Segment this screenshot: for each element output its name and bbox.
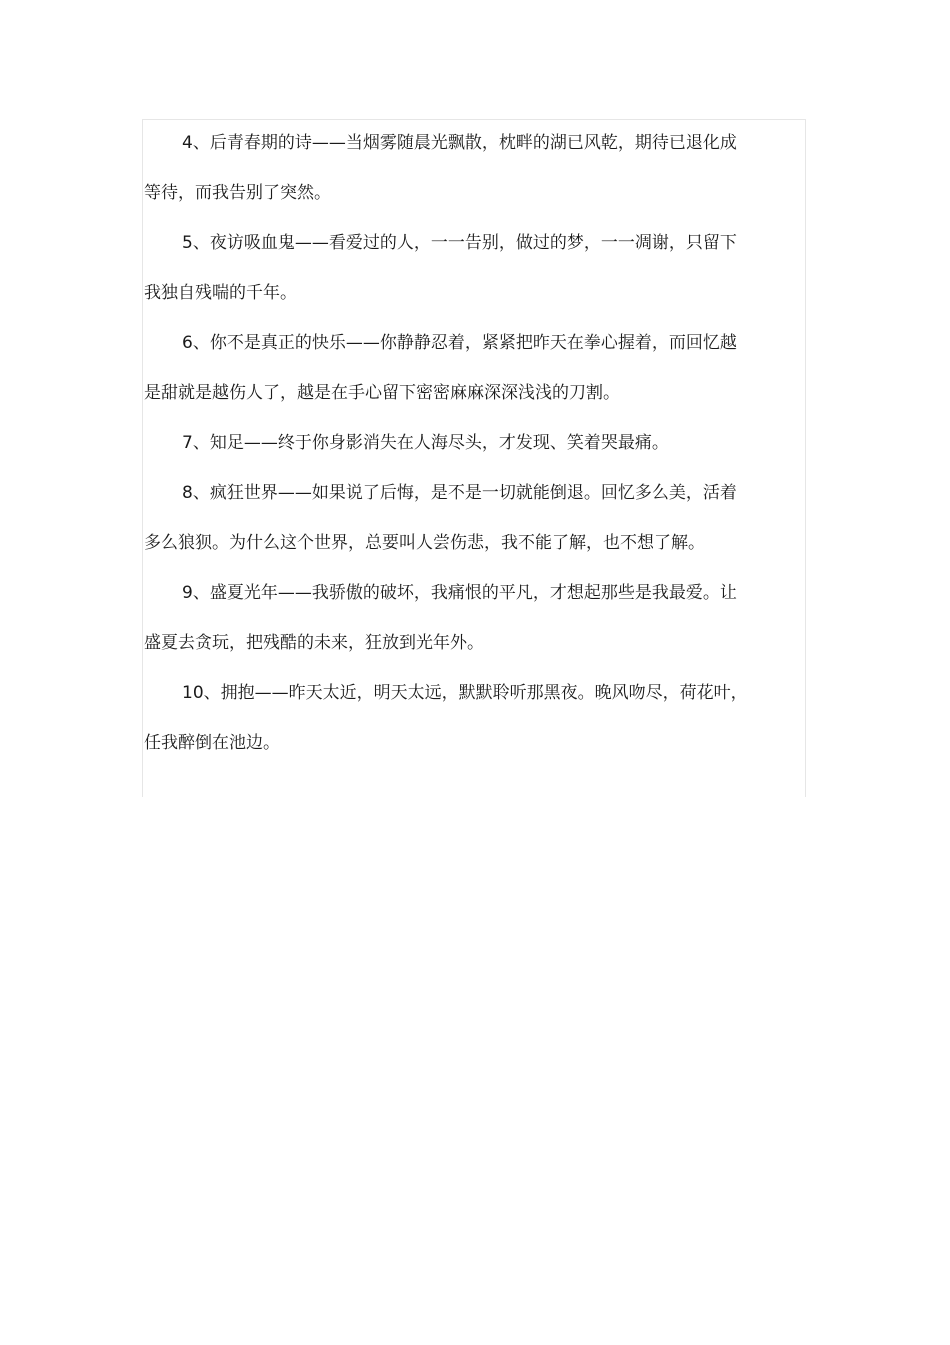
item-6-line-1: 6、你不是真正的快乐——你静静忍着，紧紧把昨天在拳心握着，而回忆越 <box>182 333 737 353</box>
item-8-line-2: 多么狼狈。为什么这个世界，总要叫人尝伤悲，我不能了解，也不想了解。 <box>144 533 705 553</box>
item-9-line-2: 盛夏去贪玩，把残酷的未来，狂放到光年外。 <box>144 633 484 653</box>
item-5-line-2: 我独自残喘的千年。 <box>144 283 297 303</box>
item-9-line-1: 9、盛夏光年——我骄傲的破坏，我痛恨的平凡，才想起那些是我最爱。让 <box>182 583 737 603</box>
item-4-line-2: 等待，而我告别了突然。 <box>144 183 331 203</box>
item-5-line-1: 5、夜访吸血鬼——看爱过的人，一一告别，做过的梦，一一凋谢，只留下 <box>182 233 737 253</box>
item-8-line-1: 8、疯狂世界——如果说了后悔，是不是一切就能倒退。回忆多么美，活着 <box>182 483 737 503</box>
item-10-line-2: 任我醉倒在池边。 <box>144 733 280 753</box>
item-10-line-1: 10、拥抱——昨天太近，明天太远，默默聆听那黑夜。晚风吻尽，荷花叶， <box>182 683 748 703</box>
item-7-line-1: 7、知足——终于你身影消失在人海尽头，才发现、笑着哭最痛。 <box>182 433 669 453</box>
item-4-line-1: 4、后青春期的诗——当烟雾随晨光飘散，枕畔的湖已风乾，期待已退化成 <box>182 133 737 153</box>
item-6-line-2: 是甜就是越伤人了，越是在手心留下密密麻麻深深浅浅的刀割。 <box>144 383 620 403</box>
